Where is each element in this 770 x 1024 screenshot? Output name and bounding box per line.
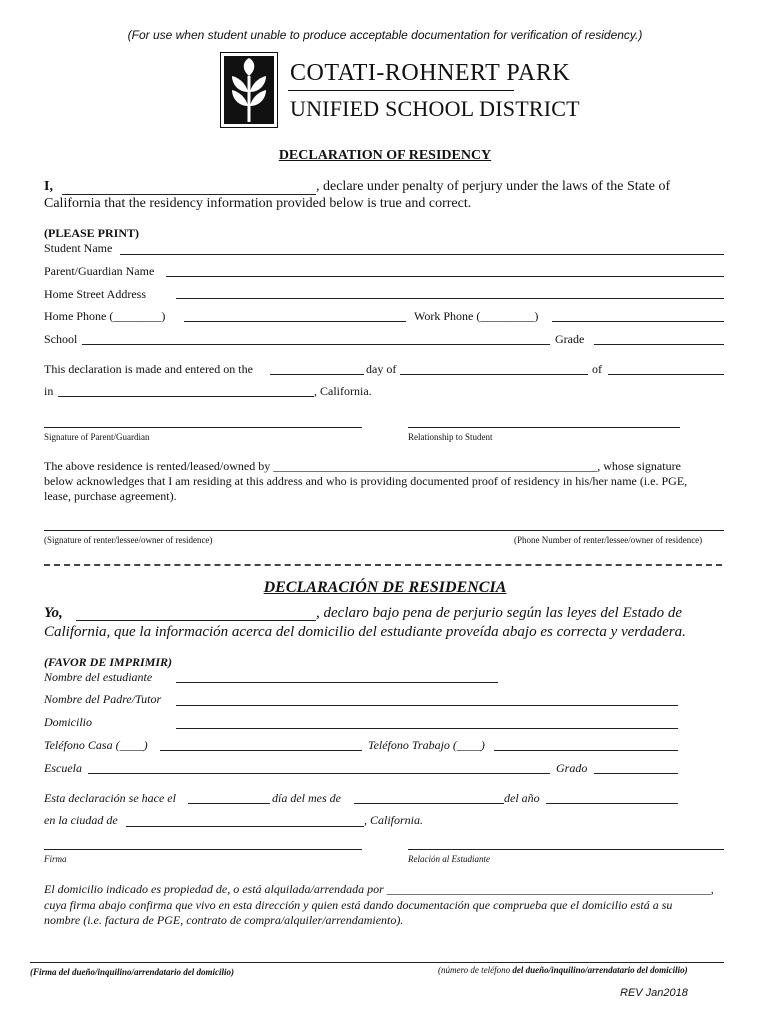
firma-dueno-label: (Firma del dueño/inquilino/arrendatario del domicilio) [30,967,235,977]
telefono-trabajo-label: Teléfono Trabajo (____) [368,738,485,752]
mes-field[interactable] [354,803,504,804]
home-phone-label: Home Phone (________) [44,309,166,323]
domicilio-field[interactable] [176,728,678,729]
renter-signature-field[interactable] [44,530,724,531]
grade-label: Grade [555,332,585,346]
declare-text: , declare under penalty of perjury under the laws of the State of [316,179,671,194]
renter-phone-label: (Phone Number of renter/lessee/owner of residence) [514,535,703,545]
student-name-label: Student Name [44,241,113,255]
student-name-field[interactable] [120,254,724,255]
favor-imprimir: (FAVOR DE IMPRIMIR) [44,655,173,669]
domicilio-label: Domicilio [44,715,92,729]
district-logo [220,52,580,130]
residence-text-2: below acknowledges that I am residing at this address and who is providing documented proof of residency in his/her name (i.e. PGE, [44,474,688,488]
relacion-label: Relación al Estudiante [408,854,490,864]
del-ano-label: del año [504,791,540,805]
relacion-field[interactable] [408,849,724,850]
plant-sprout-icon [220,52,278,128]
california-es-label: , California. [364,813,424,827]
work-phone-field[interactable] [552,321,724,322]
renter-signature-label: (Signature of renter/lessee/owner of residence) [44,535,213,545]
city-field[interactable] [58,396,314,397]
firma-label: Firma [44,854,67,864]
telefono-casa-label: Teléfono Casa (____) [44,738,148,752]
relationship-field[interactable] [408,427,680,428]
telefono-dueno-label-b: del dueño/inquilino/arrendatario del domicilio) [512,965,688,975]
declaro-text: , declaro bajo pena de perjurio según las leyes del Estado de [316,605,683,621]
header-note: (For use when student unable to produce acceptable documentation for verification of residency.) [127,28,643,42]
grado-label: Grado [556,761,588,775]
grado-field[interactable] [594,773,678,774]
logo-line-1: COTATI-ROHNERT PARK [290,60,571,86]
school-label: School [44,332,78,346]
day-field[interactable] [270,374,364,375]
nombre-padre-field[interactable] [176,705,678,706]
english-title: DECLARATION OF RESIDENCY [278,148,492,163]
declarant-name-field[interactable] [62,194,316,195]
home-address-label: Home Street Address [44,287,146,301]
domicilio-text-1: El domicilio indicado es propiedad de, o está alquilada/arrendada por ______________________________________________________, [44,882,714,896]
year-field[interactable] [608,374,724,375]
firma-field[interactable] [44,849,362,850]
residence-text-1: The above residence is rented/leased/owned by ______________________________________________________, whose signature [44,459,681,473]
declare-text-2: California that the residency information provided below is true and correct. [44,196,472,211]
declaracion-se-hace-label: Esta declaración se hace el [44,791,176,805]
revision-label: REV Jan2018 [620,987,688,999]
telefono-trabajo-field[interactable] [494,750,678,751]
declarante-field[interactable] [76,620,316,621]
in-label: in [44,384,54,398]
signature-parent-label: Signature of Parent/Guardian [44,432,150,442]
domicilio-text-3: nombre (i.e. factura de PGE, contrato de compra/alquiler/arrendamiento). [44,913,404,927]
telefono-dueno-label-a: (número de teléfono [438,965,511,975]
california-label: , California. [314,384,372,398]
telefono-dueno-label [438,963,688,977]
home-address-field[interactable] [176,298,724,299]
ciudad-field[interactable] [126,826,364,827]
home-phone-field[interactable] [184,321,406,322]
grade-field[interactable] [594,344,724,345]
logo-line-2: UNIFIED SCHOOL DISTRICT [290,96,580,121]
ciudad-label: en la ciudad de [44,813,118,827]
section-divider [44,564,722,566]
declaro-text-2: California, que la información acerca del domicilio del estudiante proveída abajo es correcta y verdadera. [44,624,686,640]
ano-field[interactable] [546,803,678,804]
month-field[interactable] [400,374,588,375]
spanish-title: DECLARACIÓN DE RESIDENCIA [263,579,507,596]
dia-mes-label: día del mes de [272,791,341,805]
nombre-estudiante-field[interactable] [176,682,498,683]
nombre-padre-label: Nombre del Padre/Tutor [44,692,162,706]
domicilio-text-2: cuya firma abajo confirma que vivo en esta dirección y quien está dando documentación que comprueba que el domicilio está a su [44,898,673,912]
day-of-label: day of [366,362,397,376]
signature-parent-field[interactable] [44,427,362,428]
please-print: (PLEASE PRINT) [44,226,140,240]
yo-prefix: Yo, [44,605,63,621]
relationship-label: Relationship to Student [408,432,493,442]
telefono-casa-field[interactable] [160,750,362,751]
logo-divider [288,90,514,91]
escuela-label: Escuela [44,761,82,775]
dia-field[interactable] [188,803,270,804]
escuela-field[interactable] [88,773,550,774]
parent-name-field[interactable] [166,276,724,277]
school-field[interactable] [82,344,550,345]
residence-text-3: lease, purchase agreement). [44,489,177,503]
declaration-made-label: This declaration is made and entered on the [44,362,253,376]
work-phone-label: Work Phone (_________) [414,309,539,323]
i-prefix: I, [44,179,53,194]
parent-name-label: Parent/Guardian Name [44,264,155,278]
nombre-estudiante-label: Nombre del estudiante [44,670,153,684]
of-label: of [592,362,602,376]
